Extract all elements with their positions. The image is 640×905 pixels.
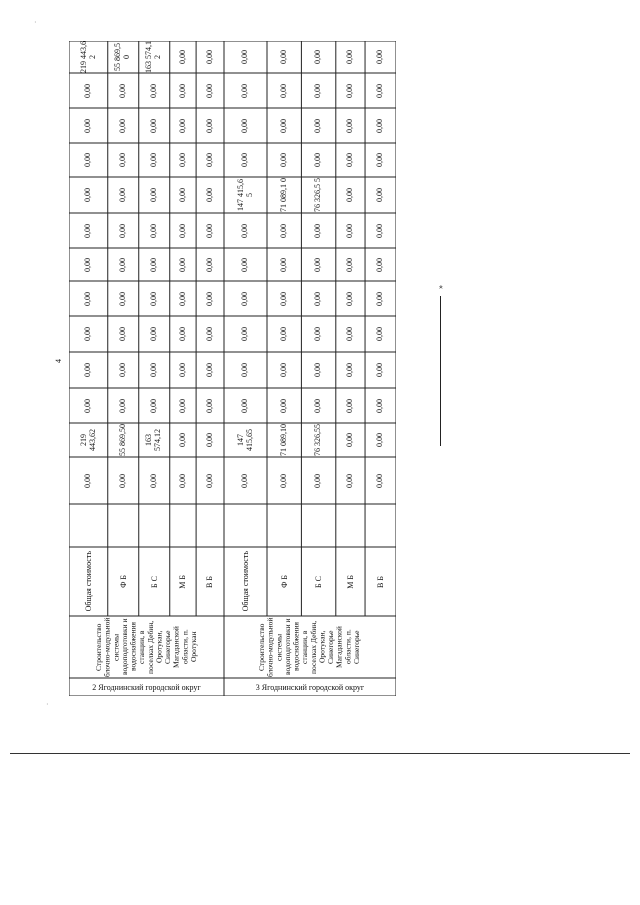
table-cell: 0,00 bbox=[204, 50, 214, 64]
table-cell: 0,00 bbox=[313, 83, 323, 98]
district-name: 2 Ягоднинский городской округ bbox=[92, 682, 201, 692]
table-cell: 0,00 bbox=[204, 118, 214, 133]
table-cell: 0,00 bbox=[82, 223, 92, 238]
table-cell: 0,00 bbox=[240, 473, 250, 488]
table-cell: 0,00 bbox=[375, 257, 385, 272]
table-cell: 0,00 bbox=[82, 291, 92, 306]
row-label: Б С bbox=[313, 575, 323, 588]
table-cell: 0,00 bbox=[177, 153, 187, 167]
table-cell: 0,00 bbox=[204, 291, 214, 306]
table-cell: 0,00 bbox=[117, 118, 127, 133]
table-cell: 0,00 bbox=[313, 291, 323, 306]
table-cell: 0,00 bbox=[345, 291, 355, 306]
table-cell: 0,00 bbox=[177, 50, 187, 64]
table-cell: 0,00 bbox=[375, 188, 385, 202]
row-label: Ф Б bbox=[279, 575, 289, 588]
table-cell: 76 326,5 5 bbox=[313, 178, 323, 212]
table-cell: 0,00 bbox=[278, 398, 288, 413]
table-cell: 0,00 bbox=[177, 433, 187, 447]
table-cell: 0,00 bbox=[278, 363, 288, 377]
table-cell: 0,00 bbox=[278, 473, 288, 488]
table-cell: 0,00 bbox=[278, 223, 288, 238]
table-cell: 0,00 bbox=[278, 83, 288, 98]
table-cell: 55 869,50 bbox=[117, 424, 127, 456]
table-cell: 0,00 bbox=[148, 398, 158, 413]
table-cell: 0,00 bbox=[375, 363, 385, 377]
table-cell: 0,00 bbox=[177, 188, 187, 202]
table-cell: 147 415,6 5 bbox=[235, 179, 254, 211]
table-cell: 0,00 bbox=[82, 398, 92, 413]
table-cell: 0,00 bbox=[345, 83, 355, 98]
table-cell: 0,00 bbox=[313, 223, 323, 238]
table-cell: 0,00 bbox=[240, 257, 250, 272]
table-cell: 0,00 bbox=[204, 188, 214, 202]
table-cell: 0,00 bbox=[82, 363, 92, 377]
row-label: Общая стоимость bbox=[240, 551, 250, 612]
row-label: В Б bbox=[375, 575, 385, 588]
table-cell: 0,00 bbox=[177, 118, 187, 133]
table-cell: 0,00 bbox=[117, 83, 127, 98]
table-cell: 0,00 bbox=[278, 291, 288, 306]
table-cell: 0,00 bbox=[148, 291, 158, 306]
table-cell: 0,00 bbox=[375, 50, 385, 64]
table-cell: 0,00 bbox=[204, 398, 214, 413]
table-cell: 0,00 bbox=[177, 223, 187, 238]
table-cell: 0,00 bbox=[375, 327, 385, 341]
footer-divider bbox=[10, 753, 630, 754]
table-cell: 0,00 bbox=[204, 433, 214, 447]
row-label: М Б bbox=[178, 574, 188, 589]
table-cell: 0,00 bbox=[117, 327, 127, 341]
table-cell: 0,00 bbox=[177, 398, 187, 413]
table-cell: 0,00 bbox=[148, 223, 158, 238]
table-cell: 0,00 bbox=[278, 118, 288, 133]
table-cell: 0,00 bbox=[117, 363, 127, 377]
table-cell: 71 089,1 0 bbox=[278, 178, 288, 212]
row-label: Общая стоимость bbox=[83, 551, 93, 612]
project-description: Строительство блочно-модульной системы водоподготовки и водоснабжения станции, в поселках Дебин, Оротукан, Синегорье Магаданской области, п. Оротукан bbox=[93, 617, 198, 677]
table-cell: 0,00 bbox=[240, 223, 250, 238]
table-cell: 0,00 bbox=[345, 327, 355, 341]
table-cell: 0,00 bbox=[204, 257, 214, 272]
table-cell: 0,00 bbox=[117, 188, 127, 202]
table-cell: 0,00 bbox=[313, 153, 323, 167]
table-cell: 0,00 bbox=[345, 223, 355, 238]
table-cell: 0,00 bbox=[278, 153, 288, 167]
project-description: Строительство блочно-модульной системы водоподготовки и водоснабжения станции, в поселках Дебин, Оротукан, Синегорье Магаданской области, п. Синегорье bbox=[257, 617, 362, 677]
table-cell: 0,00 bbox=[240, 291, 250, 306]
table-cell: 0,00 bbox=[240, 118, 250, 133]
table-cell: 147 415,65 bbox=[235, 429, 254, 451]
table-cell: 0,00 bbox=[345, 363, 355, 377]
table-cell: 0,00 bbox=[177, 363, 187, 377]
table-cell: 0,00 bbox=[148, 83, 158, 98]
table-cell: 0,00 bbox=[82, 473, 92, 488]
table-cell: 0,00 bbox=[375, 83, 385, 98]
table-cell: 0,00 bbox=[82, 327, 92, 341]
table-cell: 0,00 bbox=[345, 433, 355, 447]
table-cell: 0,00 bbox=[375, 223, 385, 238]
table-cell: 0,00 bbox=[117, 257, 127, 272]
table-cell: 0,00 bbox=[345, 398, 355, 413]
table-cell: 0,00 bbox=[313, 363, 323, 377]
table-cell: 0,00 bbox=[313, 473, 323, 488]
table-cell: 0,00 bbox=[82, 153, 92, 167]
table-cell: 0,00 bbox=[345, 50, 355, 64]
table-cell: 0,00 bbox=[148, 118, 158, 133]
table-cell: 0,00 bbox=[177, 473, 187, 488]
table-cell: 163 574,1 2 bbox=[144, 41, 163, 73]
table-cell: 0,00 bbox=[313, 50, 323, 64]
table-cell: 219 443,6 2 bbox=[78, 41, 97, 73]
table-cell: 0,00 bbox=[204, 363, 214, 377]
table-cell: 76 326,55 bbox=[313, 424, 323, 456]
page-number: 4 bbox=[54, 359, 63, 363]
table-cell: 0,00 bbox=[345, 473, 355, 488]
table-cell: 0,00 bbox=[345, 153, 355, 167]
table-cell: 0,00 bbox=[204, 223, 214, 238]
table-cell: 0,00 bbox=[204, 153, 214, 167]
table-cell: 0,00 bbox=[177, 83, 187, 98]
scan-mark: · bbox=[46, 700, 49, 709]
table-cell: 0,00 bbox=[177, 327, 187, 341]
table-cell: 0,00 bbox=[375, 118, 385, 133]
table-cell: 0,00 bbox=[240, 153, 250, 167]
table-cell: 0,00 bbox=[375, 153, 385, 167]
table-cell: 163 574,12 bbox=[144, 429, 163, 451]
table-cell: 0,00 bbox=[313, 257, 323, 272]
row-label: Ф Б bbox=[118, 575, 128, 588]
table-cell: 0,00 bbox=[240, 363, 250, 377]
table-cell: 0,00 bbox=[148, 188, 158, 202]
rotated-budget-table bbox=[69, 41, 396, 696]
table-cell: 219 443,62 bbox=[78, 429, 97, 451]
table-cell: 0,00 bbox=[278, 50, 288, 64]
table-cell: 0,00 bbox=[177, 291, 187, 306]
table-cell: 0,00 bbox=[375, 398, 385, 413]
table-cell: 0,00 bbox=[375, 291, 385, 306]
table-cell: 0,00 bbox=[148, 473, 158, 488]
table-cell: 0,00 bbox=[82, 257, 92, 272]
table-cell: 0,00 bbox=[313, 398, 323, 413]
table-cell: 0,00 bbox=[117, 398, 127, 413]
table-cell: 0,00 bbox=[82, 83, 92, 98]
table-cell: 0,00 bbox=[345, 118, 355, 133]
table-cell: 0,00 bbox=[240, 327, 250, 341]
table-cell: 71 089,10 bbox=[278, 424, 288, 456]
table-cell: 0,00 bbox=[204, 327, 214, 341]
row-label: М Б bbox=[345, 574, 355, 589]
table-cell: 0,00 bbox=[148, 257, 158, 272]
table-cell: 0,00 bbox=[313, 327, 323, 341]
table-cell: 0,00 bbox=[117, 291, 127, 306]
scan-mark: · bbox=[34, 18, 37, 27]
table-cell: 0,00 bbox=[240, 83, 250, 98]
table-cell: 0,00 bbox=[345, 188, 355, 202]
table-cell: 0,00 bbox=[240, 398, 250, 413]
table-cell: 0,00 bbox=[117, 223, 127, 238]
table-cell: 0,00 bbox=[313, 118, 323, 133]
table-cell: 0,00 bbox=[117, 473, 127, 488]
signature-line bbox=[440, 296, 441, 446]
table-cell: 0,00 bbox=[204, 473, 214, 488]
table-cell: 0,00 bbox=[177, 257, 187, 272]
table-cell: 0,00 bbox=[148, 153, 158, 167]
table-cell: 0,00 bbox=[278, 257, 288, 272]
table-cell: 55 869,5 0 bbox=[113, 43, 132, 71]
table-cell: 0,00 bbox=[82, 118, 92, 133]
table-cell: 0,00 bbox=[240, 50, 250, 64]
table-cell: 0,00 bbox=[345, 257, 355, 272]
table-cell: 0,00 bbox=[148, 327, 158, 341]
table-cell: 0,00 bbox=[204, 83, 214, 98]
closing-quote: » bbox=[436, 285, 445, 289]
table-cell: 0,00 bbox=[278, 327, 288, 341]
table-cell: 0,00 bbox=[117, 153, 127, 167]
table-cell: 0,00 bbox=[375, 433, 385, 447]
row-label: В Б bbox=[205, 575, 215, 588]
district-name: 3 Ягоднинский городской округ bbox=[255, 682, 365, 692]
table-cell: 0,00 bbox=[375, 473, 385, 488]
table-cell: 0,00 bbox=[148, 363, 158, 377]
row-label: Б С bbox=[149, 575, 159, 588]
table-cell: 0,00 bbox=[82, 188, 92, 202]
